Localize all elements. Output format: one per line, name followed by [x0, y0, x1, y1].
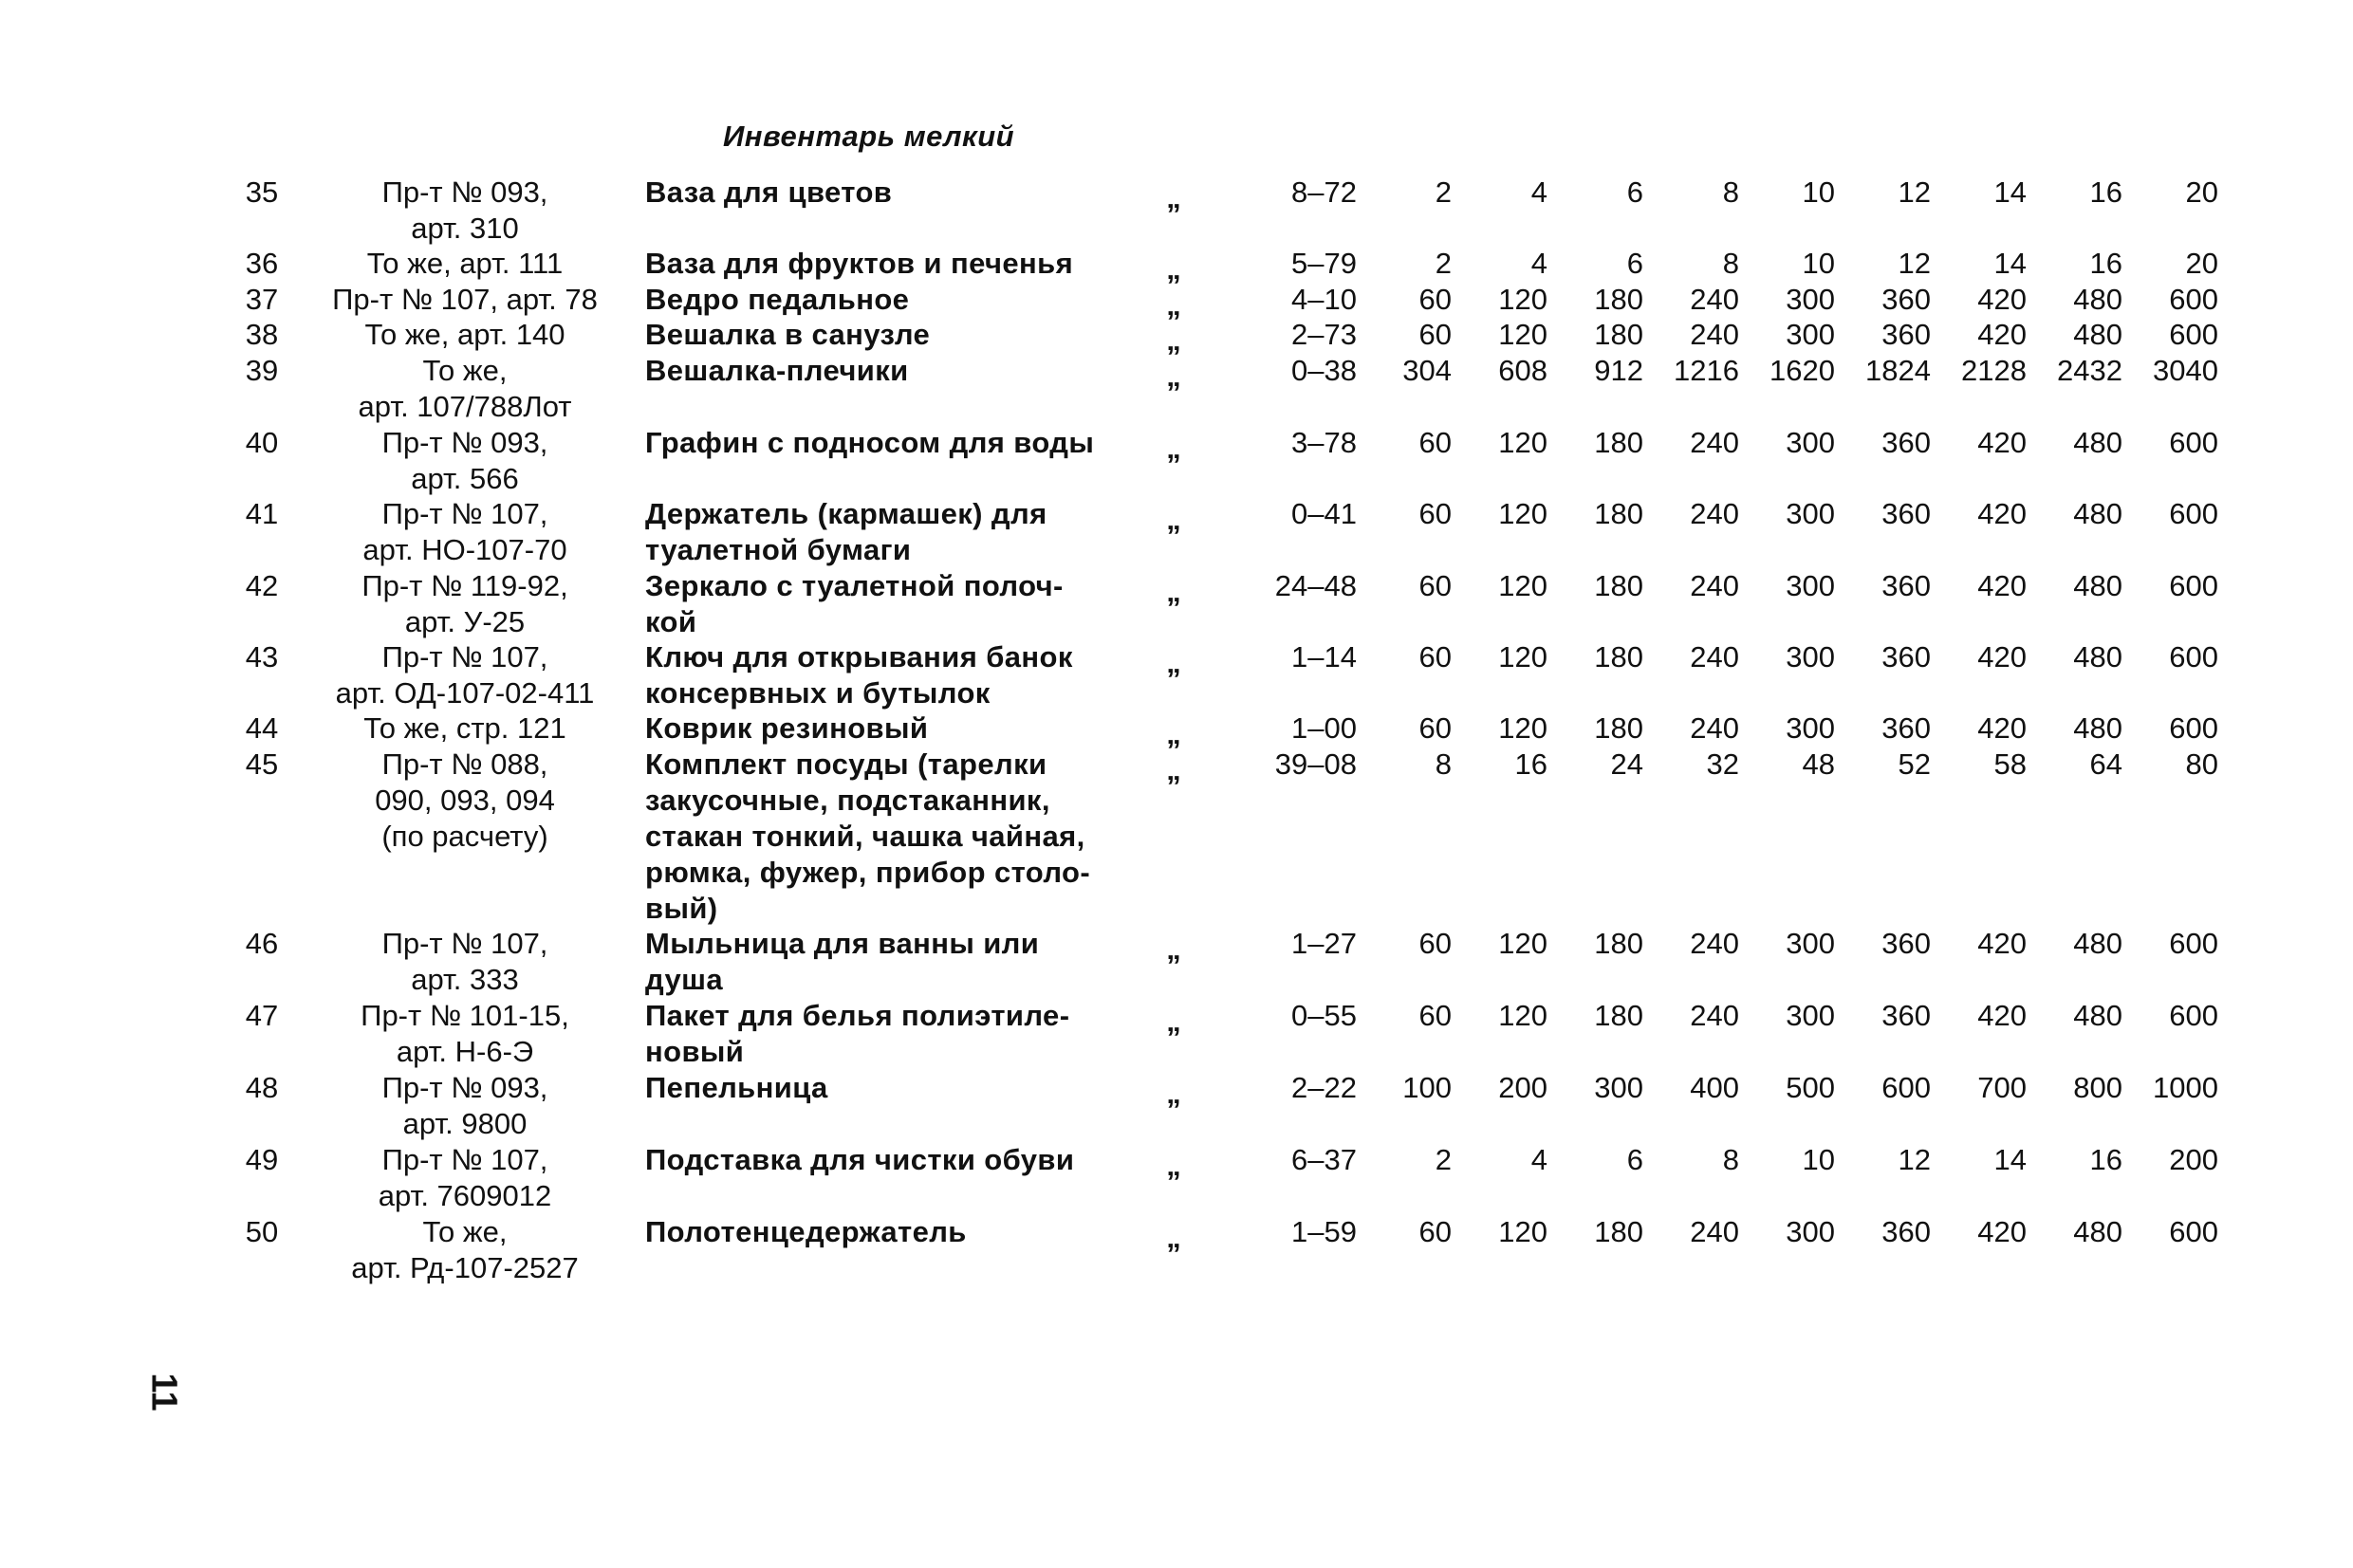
item-name [645, 282, 1139, 318]
row-number: 35 [245, 175, 279, 209]
unit-ditto-mark: „ [1166, 252, 1181, 286]
unit-price: 0–55 [1291, 999, 1357, 1032]
quantity-cell: 480 [2073, 283, 2122, 316]
quantity-cell: 300 [1786, 318, 1835, 351]
unit-price: 0–41 [1291, 497, 1357, 530]
quantity-cell: 360 [1881, 640, 1931, 673]
row-number: 50 [245, 1215, 279, 1248]
row-number: 40 [245, 426, 279, 459]
quantity-cell: 304 [1402, 354, 1452, 387]
source-reference [304, 496, 626, 568]
source-reference [304, 568, 626, 640]
quantity-cell: 300 [1786, 927, 1835, 960]
source-reference [304, 710, 626, 747]
quantity-cell: 180 [1594, 283, 1643, 316]
quantity-cell: 120 [1498, 426, 1547, 459]
quantity-cell: 240 [1690, 318, 1739, 351]
unit-price: 1–59 [1291, 1215, 1357, 1248]
quantity-cell: 360 [1881, 999, 1931, 1032]
unit-price: 2–73 [1291, 318, 1357, 351]
quantity-cell: 600 [2169, 426, 2218, 459]
quantity-cell: 912 [1594, 354, 1643, 387]
quantity-cell: 800 [2073, 1071, 2122, 1104]
row-number: 36 [245, 247, 279, 280]
quantity-cell: 180 [1594, 497, 1643, 530]
source-line: Пр-т № 093, [381, 1071, 548, 1104]
quantity-cell: 2 [1435, 175, 1452, 209]
quantity-cell: 16 [1514, 747, 1547, 781]
item-name-line: Вешалка-плечики [645, 354, 909, 387]
unit-ditto-mark: „ [1166, 432, 1181, 465]
source-reference [304, 246, 626, 282]
quantity-cell: 2 [1435, 1143, 1452, 1176]
source-line: Пр-т № 093, [381, 426, 548, 459]
source-line: арт. 7609012 [378, 1179, 552, 1212]
item-name-line: Подставка для чистки обуви [645, 1143, 1075, 1176]
quantity-cell: 14 [1993, 1143, 2027, 1176]
item-name-line: стакан тонкий, чашка чайная, [645, 820, 1085, 853]
unit-ditto-mark: „ [1166, 646, 1181, 679]
item-name-line: Ваза для цветов [645, 175, 893, 209]
quantity-cell: 360 [1881, 1215, 1931, 1248]
quantity-cell: 120 [1498, 711, 1547, 745]
quantity-cell: 600 [2169, 640, 2218, 673]
unit-ditto-mark: „ [1166, 575, 1181, 608]
unit-ditto-mark: „ [1166, 932, 1181, 966]
quantity-cell: 60 [1418, 1215, 1452, 1248]
source-line: Пр-т № 119-92, [361, 569, 568, 602]
quantity-cell: 420 [1977, 318, 2027, 351]
item-name-line: закусочные, подстаканник, [645, 784, 1050, 817]
source-reference [304, 1070, 626, 1142]
quantity-cell: 300 [1786, 999, 1835, 1032]
item-name-line: вый) [645, 892, 718, 925]
source-reference [304, 175, 626, 247]
item-name [645, 1070, 1139, 1106]
quantity-cell: 360 [1881, 497, 1931, 530]
quantity-cell: 60 [1418, 999, 1452, 1032]
source-reference [304, 747, 626, 855]
quantity-cell: 1000 [2153, 1071, 2218, 1104]
quantity-cell: 420 [1977, 640, 2027, 673]
quantity-cell: 8 [1722, 247, 1739, 280]
quantity-cell: 500 [1786, 1071, 1835, 1104]
quantity-cell: 420 [1977, 711, 2027, 745]
quantity-cell: 4 [1530, 175, 1547, 209]
item-name [645, 568, 1139, 640]
row-number: 45 [245, 747, 279, 781]
item-name [645, 998, 1139, 1070]
section-title: Инвентарь мелкий [723, 120, 1015, 153]
source-line: Пр-т № 107, [381, 927, 548, 960]
quantity-cell: 60 [1418, 927, 1452, 960]
item-name-line: Полотенцедержатель [645, 1215, 967, 1248]
item-name [645, 639, 1139, 711]
quantity-cell: 420 [1977, 569, 2027, 602]
quantity-cell: 100 [1402, 1071, 1452, 1104]
quantity-cell: 6 [1626, 175, 1643, 209]
quantity-cell: 16 [2089, 247, 2122, 280]
item-name [645, 747, 1139, 927]
source-reference [304, 353, 626, 425]
quantity-cell: 300 [1786, 1215, 1835, 1248]
quantity-cell: 120 [1498, 569, 1547, 602]
unit-ditto-mark: „ [1166, 1221, 1181, 1254]
quantity-cell: 4 [1530, 247, 1547, 280]
quantity-cell: 80 [2185, 747, 2218, 781]
item-name-line: Ведро педальное [645, 283, 910, 316]
quantity-cell: 608 [1498, 354, 1547, 387]
unit-ditto-mark: „ [1166, 288, 1181, 322]
quantity-cell: 480 [2073, 426, 2122, 459]
quantity-cell: 120 [1498, 640, 1547, 673]
source-line: Пр-т № 093, [381, 175, 548, 209]
quantity-cell: 240 [1690, 283, 1739, 316]
quantity-cell: 360 [1881, 927, 1931, 960]
quantity-cell: 120 [1498, 283, 1547, 316]
item-name-line: кой [645, 605, 697, 638]
quantity-cell: 300 [1786, 497, 1835, 530]
quantity-cell: 64 [2089, 747, 2122, 781]
quantity-cell: 600 [2169, 999, 2218, 1032]
quantity-cell: 60 [1418, 640, 1452, 673]
quantity-cell: 300 [1786, 711, 1835, 745]
quantity-cell: 120 [1498, 999, 1547, 1032]
item-name-line: Ключ для открывания банок [645, 640, 1073, 673]
quantity-cell: 240 [1690, 927, 1739, 960]
quantity-cell: 120 [1498, 1215, 1547, 1248]
quantity-cell: 8 [1722, 175, 1739, 209]
row-number: 43 [245, 640, 279, 673]
source-reference [304, 425, 626, 497]
quantity-cell: 180 [1594, 1215, 1643, 1248]
quantity-cell: 600 [2169, 318, 2218, 351]
source-line: Пр-т № 107, [381, 1143, 548, 1176]
quantity-cell: 58 [1993, 747, 2027, 781]
quantity-cell: 10 [1802, 175, 1835, 209]
quantity-cell: 180 [1594, 640, 1643, 673]
quantity-cell: 240 [1690, 711, 1739, 745]
source-line: арт. Н-6-Э [396, 1035, 534, 1068]
source-line: Пр-т № 101-15, [361, 999, 569, 1032]
quantity-cell: 480 [2073, 999, 2122, 1032]
source-line: арт. У-25 [404, 605, 526, 638]
row-number: 39 [245, 354, 279, 387]
quantity-cell: 24 [1610, 747, 1643, 781]
quantity-cell: 48 [1802, 747, 1835, 781]
item-name [645, 317, 1139, 353]
source-line: 090, 093, 094 [375, 784, 555, 817]
quantity-cell: 14 [1993, 247, 2027, 280]
quantity-cell: 240 [1690, 497, 1739, 530]
quantity-cell: 360 [1881, 426, 1931, 459]
quantity-cell: 200 [1498, 1071, 1547, 1104]
quantity-cell: 60 [1418, 569, 1452, 602]
quantity-cell: 60 [1418, 426, 1452, 459]
source-line: То же, арт. 140 [364, 318, 565, 351]
quantity-cell: 300 [1786, 569, 1835, 602]
item-name-line: Мыльница для ванны или [645, 927, 1040, 960]
quantity-cell: 12 [1898, 175, 1931, 209]
quantity-cell: 400 [1690, 1071, 1739, 1104]
source-reference [304, 639, 626, 711]
row-number: 48 [245, 1071, 279, 1104]
source-line: Пр-т № 088, [381, 747, 548, 781]
row-number: 38 [245, 318, 279, 351]
item-name-line: Пепельница [645, 1071, 828, 1104]
item-name [645, 425, 1139, 461]
quantity-cell: 120 [1498, 318, 1547, 351]
quantity-cell: 480 [2073, 711, 2122, 745]
quantity-cell: 600 [2169, 711, 2218, 745]
item-name-line: рюмка, фужер, прибор столо- [645, 856, 1091, 889]
quantity-cell: 480 [2073, 927, 2122, 960]
quantity-cell: 20 [2185, 247, 2218, 280]
quantity-cell: 180 [1594, 999, 1643, 1032]
quantity-cell: 420 [1977, 283, 2027, 316]
item-name [645, 175, 1139, 211]
item-name [645, 246, 1139, 282]
unit-ditto-mark: „ [1166, 753, 1181, 786]
quantity-cell: 2432 [2057, 354, 2122, 387]
quantity-cell: 420 [1977, 1215, 2027, 1248]
unit-price: 1–14 [1291, 640, 1357, 673]
item-name-line: Коврик резиновый [645, 711, 929, 745]
quantity-cell: 60 [1418, 318, 1452, 351]
quantity-cell: 240 [1690, 1215, 1739, 1248]
unit-price: 1–27 [1291, 927, 1357, 960]
item-name-line: новый [645, 1035, 745, 1068]
source-line: (по расчету) [381, 820, 548, 853]
unit-ditto-mark: „ [1166, 717, 1181, 750]
quantity-cell: 16 [2089, 1143, 2122, 1176]
unit-price: 39–08 [1274, 747, 1357, 781]
quantity-cell: 2128 [1961, 354, 2027, 387]
unit-price: 2–22 [1291, 1071, 1357, 1104]
quantity-cell: 700 [1977, 1071, 2027, 1104]
quantity-cell: 60 [1418, 283, 1452, 316]
quantity-cell: 420 [1977, 927, 2027, 960]
item-name-line: Ваза для фруктов и печенья [645, 247, 1074, 280]
quantity-cell: 12 [1898, 247, 1931, 280]
quantity-cell: 12 [1898, 1143, 1931, 1176]
quantity-cell: 600 [2169, 283, 2218, 316]
quantity-cell: 300 [1786, 640, 1835, 673]
quantity-cell: 8 [1435, 747, 1452, 781]
source-line: То же, [422, 1215, 508, 1248]
quantity-cell: 420 [1977, 426, 2027, 459]
unit-price: 3–78 [1291, 426, 1357, 459]
source-reference [304, 282, 626, 318]
quantity-cell: 180 [1594, 927, 1643, 960]
row-number: 44 [245, 711, 279, 745]
source-line: арт. 9800 [402, 1107, 528, 1140]
row-number: 49 [245, 1143, 279, 1176]
source-line: Пр-т № 107, [381, 497, 548, 530]
quantity-cell: 3040 [2153, 354, 2218, 387]
quantity-cell: 1620 [1769, 354, 1835, 387]
source-reference [304, 317, 626, 353]
item-name-line: консервных и бутылок [645, 676, 991, 710]
quantity-cell: 4 [1530, 1143, 1547, 1176]
quantity-cell: 16 [2089, 175, 2122, 209]
quantity-cell: 10 [1802, 247, 1835, 280]
quantity-cell: 10 [1802, 1143, 1835, 1176]
quantity-cell: 180 [1594, 569, 1643, 602]
source-line: арт. 310 [411, 212, 519, 245]
item-name-line: Держатель (кармашек) для [645, 497, 1047, 530]
unit-ditto-mark: „ [1166, 181, 1181, 214]
source-line: То же, арт. 111 [366, 247, 564, 280]
quantity-cell: 240 [1690, 426, 1739, 459]
quantity-cell: 480 [2073, 318, 2122, 351]
quantity-cell: 600 [2169, 569, 2218, 602]
quantity-cell: 20 [2185, 175, 2218, 209]
item-name [645, 353, 1139, 389]
quantity-cell: 180 [1594, 426, 1643, 459]
source-line: То же, [422, 354, 508, 387]
quantity-cell: 180 [1594, 711, 1643, 745]
source-line: арт. Рд-107-2527 [351, 1251, 579, 1284]
source-line: арт. 333 [411, 963, 519, 996]
quantity-cell: 300 [1594, 1071, 1643, 1104]
item-name-line: Пакет для белья полиэтиле- [645, 999, 1070, 1032]
quantity-cell: 180 [1594, 318, 1643, 351]
source-line: арт. 107/788Лот [358, 390, 572, 423]
page-number: 11 [143, 1373, 184, 1411]
quantity-cell: 600 [2169, 1215, 2218, 1248]
quantity-cell: 420 [1977, 497, 2027, 530]
row-number: 47 [245, 999, 279, 1032]
row-number: 42 [245, 569, 279, 602]
quantity-cell: 600 [1881, 1071, 1931, 1104]
source-line: То же, стр. 121 [363, 711, 566, 745]
quantity-cell: 300 [1786, 283, 1835, 316]
source-line: арт. НО-107-70 [362, 533, 567, 566]
quantity-cell: 360 [1881, 711, 1931, 745]
row-number: 46 [245, 927, 279, 960]
item-name-line: душа [645, 963, 723, 996]
source-reference [304, 998, 626, 1070]
quantity-cell: 360 [1881, 569, 1931, 602]
quantity-cell: 2 [1435, 247, 1452, 280]
row-number: 41 [245, 497, 279, 530]
quantity-cell: 60 [1418, 711, 1452, 745]
quantity-cell: 360 [1881, 283, 1931, 316]
quantity-cell: 480 [2073, 1215, 2122, 1248]
unit-ditto-mark: „ [1166, 503, 1181, 536]
quantity-cell: 32 [1706, 747, 1739, 781]
quantity-cell: 360 [1881, 318, 1931, 351]
unit-price: 8–72 [1291, 175, 1357, 209]
unit-price: 0–38 [1291, 354, 1357, 387]
quantity-cell: 240 [1690, 640, 1739, 673]
unit-ditto-mark: „ [1166, 360, 1181, 393]
item-name [645, 1142, 1139, 1178]
quantity-cell: 120 [1498, 497, 1547, 530]
quantity-cell: 480 [2073, 569, 2122, 602]
quantity-cell: 300 [1786, 426, 1835, 459]
quantity-cell: 480 [2073, 640, 2122, 673]
quantity-cell: 52 [1898, 747, 1931, 781]
item-name-line: Комплект посуды (тарелки [645, 747, 1047, 781]
quantity-cell: 60 [1418, 497, 1452, 530]
quantity-cell: 480 [2073, 497, 2122, 530]
quantity-cell: 240 [1690, 999, 1739, 1032]
quantity-cell: 600 [2169, 497, 2218, 530]
item-name-line: Графин с подносом для воды [645, 426, 1095, 459]
unit-price: 1–00 [1291, 711, 1357, 745]
source-line: Пр-т № 107, [381, 640, 548, 673]
item-name-line: Зеркало с туалетной полоч- [645, 569, 1064, 602]
unit-ditto-mark: „ [1166, 1005, 1181, 1038]
unit-price: 5–79 [1291, 247, 1357, 280]
source-line: арт. ОД-107-02-411 [335, 676, 595, 710]
unit-price: 4–10 [1291, 283, 1357, 316]
quantity-cell: 14 [1993, 175, 2027, 209]
quantity-cell: 120 [1498, 927, 1547, 960]
quantity-cell: 240 [1690, 569, 1739, 602]
source-line: арт. 566 [411, 462, 519, 495]
quantity-cell: 200 [2169, 1143, 2218, 1176]
quantity-cell: 420 [1977, 999, 2027, 1032]
source-reference [304, 1214, 626, 1286]
item-name [645, 710, 1139, 747]
source-line: Пр-т № 107, арт. 78 [332, 283, 598, 316]
quantity-cell: 8 [1722, 1143, 1739, 1176]
unit-ditto-mark: „ [1166, 323, 1181, 357]
quantity-cell: 6 [1626, 247, 1643, 280]
unit-price: 24–48 [1274, 569, 1357, 602]
quantity-cell: 1216 [1674, 354, 1739, 387]
source-reference [304, 1142, 626, 1214]
item-name [645, 496, 1139, 568]
item-name [645, 1214, 1139, 1250]
quantity-cell: 1824 [1865, 354, 1931, 387]
unit-ditto-mark: „ [1166, 1149, 1181, 1182]
item-name-line: Вешалка в санузле [645, 318, 931, 351]
unit-ditto-mark: „ [1166, 1077, 1181, 1110]
quantity-cell: 600 [2169, 927, 2218, 960]
item-name [645, 926, 1139, 998]
quantity-cell: 6 [1626, 1143, 1643, 1176]
item-name-line: туалетной бумаги [645, 533, 912, 566]
source-reference [304, 926, 626, 998]
row-number: 37 [245, 283, 279, 316]
unit-price: 6–37 [1291, 1143, 1357, 1176]
